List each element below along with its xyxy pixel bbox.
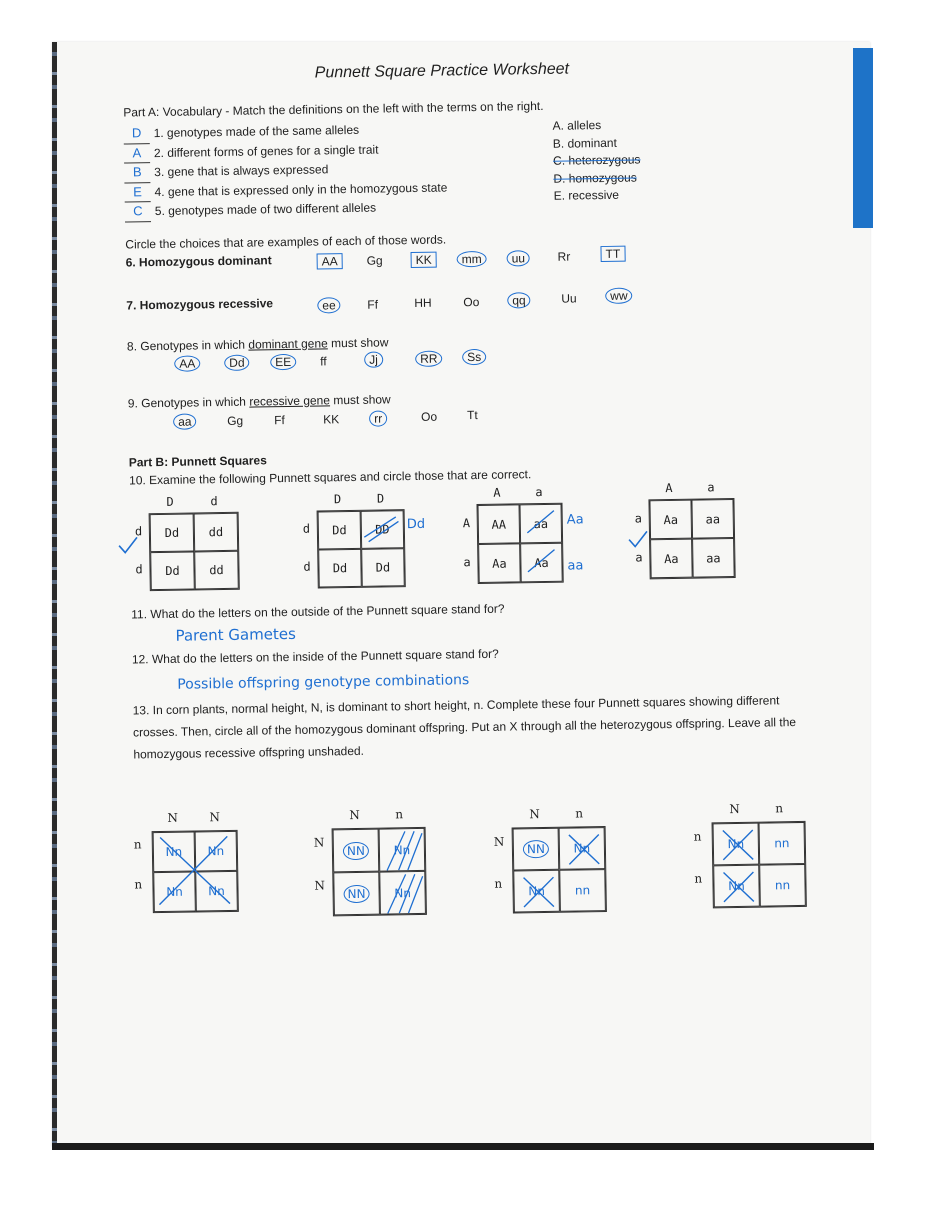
q9-choice[interactable]: Gg [227, 413, 244, 428]
q6-choice[interactable]: KK [411, 253, 437, 267]
term-item: C. heterozygous [553, 152, 641, 168]
q6-choice[interactable]: mm [457, 252, 487, 266]
q6-choice[interactable]: Rr [557, 249, 571, 264]
cell-genotype: Nn [208, 884, 225, 899]
q12-text: 12. What do the letters on the inside of the Punnett square stand for? [131, 646, 499, 667]
q9-choice[interactable]: rr [369, 411, 387, 425]
allele-top: A [493, 485, 501, 500]
q7-choice[interactable]: Uu [561, 291, 577, 306]
checkmark-icon [627, 529, 649, 549]
allele-left: d [135, 562, 143, 577]
allele-left: n [134, 877, 143, 892]
punnett-cell[interactable] [333, 872, 380, 916]
punnett-cell [318, 511, 362, 550]
cell-genotype: Nn [528, 884, 545, 899]
cell-genotype: Nn [207, 844, 225, 859]
punnett-cell[interactable] [195, 831, 238, 872]
allele-top: N [167, 810, 178, 825]
q7-choice[interactable]: Oo [463, 294, 480, 310]
q9-choice[interactable]: aa [173, 414, 197, 428]
allele-top: n [575, 806, 584, 821]
punnett-cell[interactable] [195, 871, 238, 912]
q8-choice[interactable]: Ss [462, 350, 486, 364]
allele-left: n [694, 871, 703, 886]
page-title: Punnett Square Practice Worksheet [314, 60, 570, 82]
punnett-cell [520, 543, 563, 583]
punnett-cell[interactable] [513, 870, 560, 913]
q6-choice[interactable]: uu [507, 251, 531, 265]
allele-left: N [314, 878, 326, 893]
cell-genotype: Nn [394, 885, 411, 900]
punnett-cell [361, 510, 405, 549]
allele-top: a [535, 485, 543, 500]
allele-left: A [462, 515, 471, 530]
punnett-cell [691, 499, 734, 539]
partB-heading: Part B: Punnett Squares [128, 453, 267, 470]
circle-instruction: Circle the choices that are examples of each of those words. [125, 232, 447, 252]
allele-top: D [166, 494, 174, 509]
q13-text: 13. In corn plants, normal height, N, is dominant to short height, n. Complete these four Punnett squares showing different crosses. Then, circle all of the homozygous dominant offspring. Put an X through all the heterozygous offspring. Leave all the homozygous recessive offspring unshaded. [132, 693, 797, 762]
cell-genotype: Aa [663, 512, 679, 527]
allele-left: n [133, 837, 142, 852]
allele-top: N [729, 801, 740, 817]
cell-genotype: Dd [375, 560, 391, 575]
term-item: B. dominant [552, 135, 617, 151]
punnett-cell[interactable] [513, 828, 560, 871]
allele-top: n [775, 801, 784, 816]
punnett-cell[interactable] [333, 829, 380, 873]
cell-genotype: DD [375, 522, 390, 537]
q7-label: 7. Homozygous recessive [126, 296, 274, 313]
punnett-square-q10 [317, 509, 406, 588]
q9-choice[interactable]: Ff [274, 413, 285, 428]
q8-choice[interactable]: ff [320, 354, 327, 369]
definition-text: 2. different forms of genes for a single trait [153, 142, 379, 160]
allele-top: d [210, 494, 218, 509]
cell-genotype: Aa [492, 556, 507, 571]
q6-choice[interactable]: AA [317, 254, 343, 268]
punnett-cell [649, 500, 692, 540]
answer-blank[interactable]: C [133, 203, 143, 219]
cell-genotype: aa [533, 516, 549, 531]
cell-genotype: aa [705, 511, 721, 526]
allele-left: N [493, 834, 505, 849]
allele-top: n [395, 807, 404, 822]
cell-genotype: NN [343, 841, 369, 859]
allele-left: n [693, 829, 702, 844]
punnett-cell [318, 549, 362, 588]
cell-genotype: Dd [165, 563, 180, 578]
punnett-square-q13 [332, 827, 427, 916]
punnett-cell[interactable] [759, 822, 806, 865]
cell-genotype: Dd [164, 525, 180, 540]
punnett-cell [150, 513, 195, 552]
vocab-terms [552, 116, 641, 205]
allele-left: a [635, 549, 643, 565]
allele-top: N [209, 810, 220, 825]
allele-top: D [376, 491, 385, 506]
cell-genotype: nn [574, 883, 591, 898]
punnett-cell [520, 504, 563, 544]
allele-top: N [529, 807, 540, 822]
term-item: D. homozygous [553, 169, 637, 186]
punnett-square-q10 [648, 498, 735, 579]
q9-choice[interactable]: Oo [421, 409, 438, 424]
cell-genotype: Nn [393, 842, 411, 857]
q7-choice[interactable]: ww [605, 289, 633, 303]
punnett-cell[interactable] [559, 827, 606, 870]
cell-genotype: Dd [332, 523, 347, 538]
allele-left: d [302, 521, 311, 536]
q12-answer: Possible offspring genotype combinations [177, 672, 470, 693]
cell-genotype: Nn [727, 836, 745, 852]
q6-choice[interactable]: TT [600, 247, 625, 261]
punnett-cell [478, 543, 521, 583]
allele-top: D [333, 492, 342, 507]
q10-text: 10. Examine the following Punnett squares and circle those that are correct. [128, 467, 532, 488]
partA-heading: Part A: Vocabulary - Match the definitions on the left with the terms on the right. [123, 98, 544, 120]
allele-top: N [349, 807, 360, 823]
q7-choice[interactable]: ee [317, 298, 341, 312]
q8-choice[interactable]: RR [415, 352, 443, 366]
cell-genotype: nn [774, 878, 791, 893]
q9-label: 9. Genotypes in which recessive gene must show [127, 392, 391, 411]
cell-genotype: NN [343, 884, 369, 902]
punnett-cell [692, 538, 735, 578]
q8-choice[interactable]: Jj [364, 352, 383, 366]
allele-left: a [634, 510, 643, 526]
punnett-square-q13 [712, 821, 807, 908]
cell-genotype: Aa [534, 555, 549, 570]
answer-blank[interactable]: E [133, 183, 142, 199]
cell-genotype: Aa [664, 551, 679, 566]
answer-blank[interactable]: D [131, 125, 142, 141]
cell-genotype: nn [774, 836, 790, 851]
q7-choice[interactable]: HH [414, 295, 432, 310]
definition-text: 5. genotypes made of two different alleles [154, 200, 377, 219]
q7-choice[interactable]: Ff [367, 297, 379, 312]
q8-choice[interactable]: Dd [224, 356, 250, 370]
q11-answer: Parent Gametes [175, 624, 297, 645]
punnett-cell[interactable] [713, 823, 760, 866]
correction-text: Aa [566, 512, 584, 528]
definition-text: 1. genotypes made of the same alleles [153, 122, 360, 141]
punnett-cell[interactable] [153, 872, 196, 913]
cell-genotype: aa [706, 550, 721, 565]
q9-choice[interactable]: Tt [466, 408, 478, 423]
answer-blank[interactable]: A [132, 144, 142, 160]
q6-choice[interactable]: Gg [366, 253, 383, 268]
definition-text: 3. gene that is always expressed [154, 162, 329, 180]
allele-top: a [707, 480, 715, 495]
q8-choice[interactable]: AA [174, 356, 200, 370]
allele-left: a [463, 554, 471, 569]
cell-genotype: NN [523, 840, 549, 858]
cell-genotype: Nn [728, 878, 745, 894]
q11-text: 11. What do the letters on the outside of the Punnett square stand for? [131, 601, 505, 622]
punnett-cell [478, 504, 521, 544]
cell-genotype: Dd [332, 561, 348, 576]
punnett-square-q10 [476, 503, 563, 584]
punnett-cell[interactable] [153, 832, 196, 873]
punnett-cell [650, 539, 693, 579]
allele-left: d [303, 559, 311, 574]
allele-left: N [313, 835, 325, 850]
term-item: E. recessive [553, 187, 620, 203]
definition-text: 4. gene that is expressed only in the homozygous state [154, 179, 448, 199]
punnett-cell [194, 513, 239, 552]
q8-choice[interactable]: EE [270, 355, 296, 369]
cell-genotype: AA [491, 517, 507, 532]
punnett-square-q13 [512, 826, 607, 913]
q9-choice[interactable]: KK [323, 412, 340, 427]
punnett-cell [361, 548, 405, 587]
q8-label: 8. Genotypes in which dominant gene must show [126, 335, 389, 354]
punnett-cell [150, 551, 195, 590]
punnett-cell[interactable] [379, 871, 426, 915]
allele-left: n [494, 876, 503, 891]
punnett-square-q13 [152, 830, 239, 913]
punnett-cell [194, 551, 239, 590]
cell-genotype: Nn [165, 844, 183, 859]
punnett-square-q10 [149, 512, 240, 591]
punnett-cell[interactable] [713, 865, 760, 908]
cell-genotype: Nn [166, 884, 183, 899]
cell-genotype: Nn [573, 841, 591, 856]
cell-genotype: dd [209, 563, 224, 578]
vocab-item [125, 197, 448, 222]
allele-top: A [665, 480, 673, 496]
cell-genotype: dd [208, 525, 224, 540]
term-item: A. alleles [552, 118, 602, 133]
vocab-definitions [123, 119, 447, 222]
q7-choice[interactable]: qq [507, 293, 531, 307]
correction-text: aa [567, 558, 584, 574]
allele-left: d [134, 524, 143, 539]
q6-label: 6. Homozygous dominant [125, 253, 272, 270]
answer-blank[interactable]: B [132, 164, 142, 180]
punnett-cell[interactable] [559, 869, 606, 912]
punnett-cell[interactable] [379, 828, 426, 872]
correction-text: Dd [406, 516, 426, 533]
punnett-cell[interactable] [759, 864, 806, 907]
